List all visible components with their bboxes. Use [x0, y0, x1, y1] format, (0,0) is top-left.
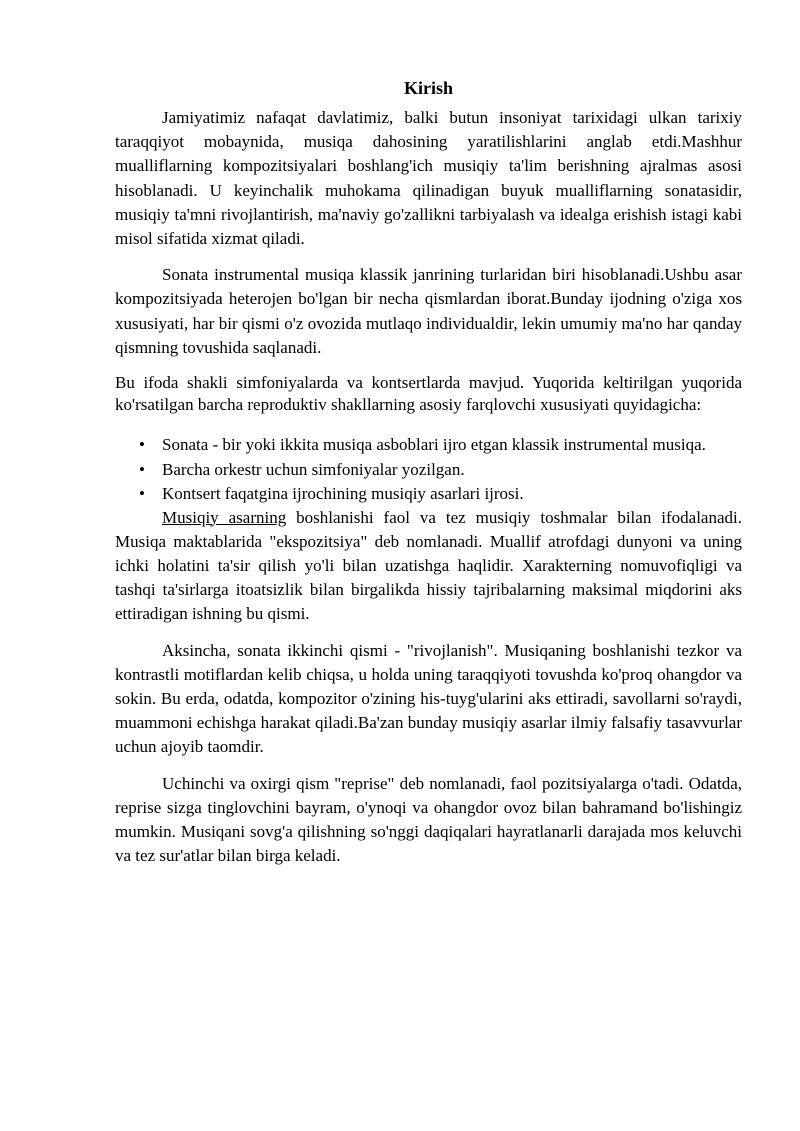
bullet-icon: •	[139, 459, 145, 479]
paragraph-exposition	[115, 506, 742, 627]
list-item	[115, 435, 742, 455]
list-item	[115, 484, 742, 504]
bullet-icon: •	[139, 435, 145, 455]
list-item-text: Sonata - bir yoki ikkita musiqa asboblari ijro etgan klassik instrumental musiqa.	[162, 435, 706, 455]
bullet-icon: •	[139, 484, 145, 504]
paragraph-forms: Bu ifoda shakli simfoniyalarda va kontsertlarda mavjud. Yuqorida keltirilgan yuqorida ko'rsatilgan barcha reproduktiv shakllarning asosiy farqlovchi xususiyati quyidagicha:	[115, 373, 742, 414]
page-title: Kirish	[403, 78, 453, 98]
document-page	[115, 74, 742, 880]
list-item-text: Barcha orkestr uchun simfoniyalar yozilgan.	[162, 459, 465, 479]
list-item	[115, 460, 742, 480]
underlined-phrase: Musiqiy asarning	[162, 507, 287, 527]
list-item-text: Kontsert faqatgina ijrochining musiqiy asarlari ijrosi.	[162, 484, 524, 504]
paragraph-intro: Jamiyatimiz nafaqat davlatimiz, balki butun insoniyat tarixidagi ulkan tarixiy taraqqiyot mobaynida, musiqa dahosining yaratilishlarini anglab etdi.Mashhur mualliflarning kompozitsiyalari boshlang'ich musiqiy ta'lim berishning ajralmas asosi hisoblanadi. U keyinchalik muhokama qilinadigan buyuk mualliflarning sonatasidir, musiqiy ta'mni rivojlantirish, ma'naviy go'zallikni tarbiyalash va idealga erishish istagi kabi misol sifatida xizmat qiladi.	[115, 108, 742, 249]
forms-list	[115, 435, 742, 504]
paragraph-exposition-text: boshlanishi faol va tez musiqiy toshmalar bilan ifodalanadi. Musiqa maktablarida "ekspozitsiya" deb nomlanadi. Muallif atrofdagi dunyoni va uning ichki holatini ta'sir qilish yo'li bilan uzatishga haqlidir. Xarakterning nomuvofiqligi va tashqi ta'sirlarga itoatsizlik bilan birgalikda hissiy tajribalarning maksimal miqdorini aks ettiradigan ishning bu qismi.	[115, 507, 742, 624]
paragraph-sonata: Sonata instrumental musiqa klassik janrining turlaridan biri hisoblanadi.Ushbu asar kompozitsiyada heterojen bo'lgan bir necha qismlardan iborat.Bunday ijodning o'ziga xos xususiyati, har bir qismi o'z ovozida mutlaqo individualdir, lekin umumiy ma'no har qanday qismning tovushida saqlanadi.	[115, 265, 742, 357]
paragraph-reprise: Uchinchi va oxirgi qism "reprise" deb nomlanadi, faol pozitsiyalarga o'tadi. Odatda, reprise sizga tinglovchini bayram, o'ynoqi va ohangdor ovoz bilan bahramand bo'lishingiz mumkin. Musiqani sovg'a qilishning so'nggi daqiqalari hayratlanarli darajada mos keluvchi va tez sur'atlar bilan birga keladi.	[115, 773, 742, 866]
paragraph-development: Aksincha, sonata ikkinchi qismi - "rivojlanish". Musiqaning boshlanishi tezkor va kontrastli motiflardan kelib chiqsa, u holda uning taraqqiyoti tovushda ko'proq ohangdor va sokin. Bu erda, odatda, kompozitor o'zining his-tuyg'ularini aks ettiradi, savollarni so'raydi, muammoni echishga harakat qiladi.Ba'zan bunday musiqiy asarlar ilmiy falsafiy tasavvurlar uchun ajoyib taomdir.	[115, 640, 742, 757]
